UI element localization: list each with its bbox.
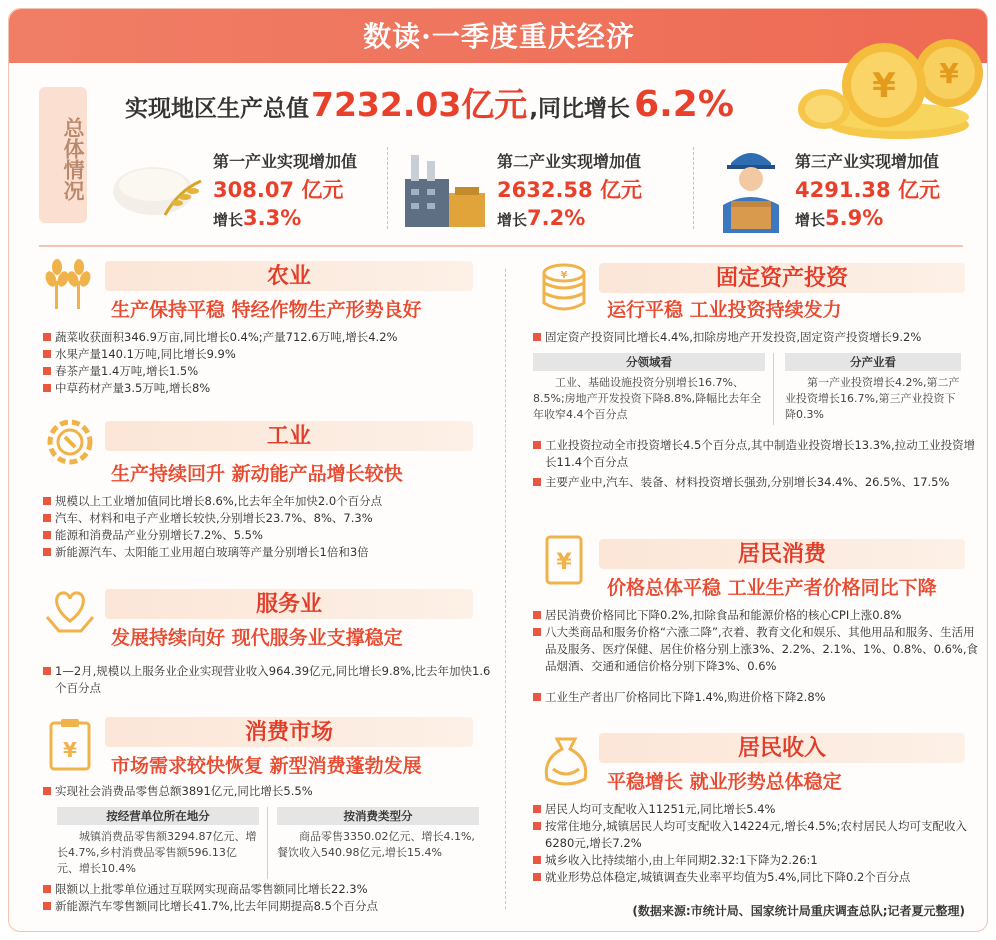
services-title: 服务业 <box>255 591 322 617</box>
agriculture-title: 农业 <box>266 263 311 289</box>
industry-primary-value: 308.07 亿元 <box>213 178 344 202</box>
gdp-headline <box>125 79 734 131</box>
svg-text:¥: ¥ <box>872 66 896 106</box>
industry-secondary-title: 第二产业实现增加值 <box>497 152 642 171</box>
box-text: 第一产业投资增长4.2%,第二产业投资增长16.7%,第三产业投资下降0.3% <box>785 376 960 421</box>
income-title: 居民收入 <box>737 735 826 761</box>
divider <box>773 353 774 425</box>
box-text: 工业、基础设施投资分别增长16.7%、8.5%;房地产开发投资下降8.8%,降幅比去年全年收窄4.4个百分点 <box>533 376 762 421</box>
box-title: 分领域看 <box>533 353 765 371</box>
source-note: (数据来源:市统计局、国家统计局重庆调查总队;记者夏元整理) <box>632 904 965 918</box>
consumer-market-subtitle: 市场需求较快恢复 新型消费蓬勃发展 <box>111 755 422 777</box>
box-title: 分产业看 <box>785 353 961 371</box>
coin-stack-icon <box>535 259 593 317</box>
industry-secondary-grow: 7.2% <box>527 206 586 230</box>
list-item: 城乡收入比持续缩小,由上年同期2.32:1下降为2.26:1 <box>533 852 981 869</box>
list-item: 就业形势总体稳定,城镇调查失业率平均值为5.4%,同比下降0.2个百分点 <box>533 869 981 886</box>
list-item: 1—2月,规模以上服务业企业实现营业收入964.39亿元,同比增长9.8%,比去年加快1.6个百分点 <box>43 663 493 697</box>
list-item: 春茶产量1.4万吨,增长1.5% <box>43 363 497 380</box>
list-item: 限额以上批零单位通过互联网实现商品零售额同比增长22.3% <box>43 881 497 898</box>
overview-divider <box>39 245 963 247</box>
yuan-clipboard-icon <box>41 715 99 773</box>
consumption-title: 居民消费 <box>737 541 826 567</box>
industry-tertiary-grow: 5.9% <box>825 206 884 230</box>
divider <box>387 147 388 229</box>
list-item: 新能源汽车零售额同比增长41.7%,比去年同期提高8.5个百分点 <box>43 898 497 915</box>
consumer-market-title: 消费市场 <box>244 719 333 745</box>
income-header <box>599 733 965 763</box>
flour-bowl-icon <box>105 157 205 227</box>
consumption-header <box>599 539 965 569</box>
infographic-frame <box>8 8 988 932</box>
list-item: 规模以上工业增加值同比增长8.6%,比去年全年加快2.0个百分点 <box>43 493 497 510</box>
svg-text:¥: ¥ <box>63 738 77 762</box>
column-divider <box>505 269 506 909</box>
list-item: 主要产业中,汽车、装备、材料投资增长强劲,分别增长34.4%、26.5%、17.5% <box>533 474 981 491</box>
list-item: 新能源汽车、太阳能工业用超白玻璃等产量分别增长1倍和3倍 <box>43 544 497 561</box>
overview-label: 总体情况 <box>39 87 87 223</box>
industry-primary-grow-label: 增长 <box>213 211 244 229</box>
consumption-subtitle: 价格总体平稳 工业生产者价格同比下降 <box>607 577 937 599</box>
svg-text:¥: ¥ <box>939 57 959 90</box>
list-item: 固定资产投资同比增长4.4%,扣除房地产开发投资,固定资产投资增长9.2% <box>533 329 983 346</box>
box-title: 按经营单位所在地分 <box>57 807 259 825</box>
list-item: 实现社会消费品零售总额3891亿元,同比增长5.5% <box>43 783 497 800</box>
agriculture-subtitle: 生产保持平稳 特经作物生产形势良好 <box>111 299 422 321</box>
investment-subtitle: 运行平稳 工业投资持续发力 <box>607 299 842 321</box>
box-title: 按消费类型分 <box>277 807 479 825</box>
industry-secondary-grow-label: 增长 <box>497 211 528 229</box>
heart-hands-icon <box>41 581 99 639</box>
list-item: 工业生产者出厂价格同比下降1.4%,购进价格下降2.8% <box>533 689 981 706</box>
list-item: 蔬菜收获面积346.9万亩,同比增长0.4%;产量712.6万吨,增长4.2% <box>43 329 497 346</box>
wheat-icon <box>39 253 97 311</box>
gdp-mid: ,同比增长 <box>529 96 631 122</box>
divider <box>267 807 268 879</box>
industry-secondary-value: 2632.58 亿元 <box>497 178 642 202</box>
gear-icon <box>41 413 99 471</box>
industry-subtitle: 生产持续回升 新动能产品增长较快 <box>111 463 403 485</box>
gdp-prefix: 实现地区生产总值 <box>125 96 309 122</box>
services-header <box>105 589 473 619</box>
agriculture-header <box>105 261 473 291</box>
gold-coins-icon <box>779 13 988 143</box>
list-item: 八大类商品和服务价格“六涨二降”,衣着、教育文化和娱乐、其他用品和服务、生活用品及服务、医疗保健、居住价格分别上涨3%、2.2%、2.1%、1%、0.8%、0.6%,食品烟酒、交通和通信价格分别下降3%、0.6% <box>533 624 981 675</box>
svg-text:¥: ¥ <box>560 270 568 281</box>
income-subtitle: 平稳增长 就业形势总体稳定 <box>607 771 842 793</box>
list-item: 汽车、材料和电子产业增长较快,分别增长23.7%、8%、7.3% <box>43 510 497 527</box>
consumer-market-header <box>105 717 473 747</box>
divider <box>693 147 694 229</box>
industry-primary <box>213 149 357 235</box>
gdp-growth: 6.2% <box>634 84 734 125</box>
industry-tertiary-grow-label: 增长 <box>795 211 826 229</box>
industry-secondary <box>497 149 642 235</box>
industry-tertiary-value: 4291.38 亿元 <box>795 178 940 202</box>
services-subtitle: 发展持续向好 现代服务业支撑稳定 <box>111 627 403 649</box>
list-item: 工业投资拉动全市投资增长4.5个百分点,其中制造业投资增长13.3%,拉动工业投资增长11.4个百分点 <box>533 437 981 471</box>
list-item: 能源和消费品产业分别增长7.2%、5.5% <box>43 527 497 544</box>
svg-text:¥: ¥ <box>556 550 572 575</box>
industry-tertiary-title: 第三产业实现增加值 <box>795 152 940 171</box>
industry-header <box>105 421 473 451</box>
list-item: 居民消费价格同比下降0.2%,扣除食品和能源价格的核心CPI上涨0.8% <box>533 607 981 624</box>
box-text: 城镇消费品零售额3294.87亿元、增长4.7%,乡村消费品零售额596.13亿元、增长10.4% <box>57 830 257 875</box>
courier-icon <box>717 143 787 233</box>
investment-title: 固定资产投资 <box>715 265 848 291</box>
investment-header <box>599 263 965 293</box>
list-item: 按常住地分,城镇居民人均可支配收入14224元,增长4.5%;农村居民人均可支配收入6280元,增长7.2% <box>533 818 981 852</box>
box-text: 商品零售3350.02亿元、增长4.1%,餐饮收入540.98亿元,增长15.4% <box>277 830 475 859</box>
money-bag-icon <box>537 731 595 789</box>
industry-title: 工业 <box>266 423 311 449</box>
industry-tertiary <box>795 149 940 235</box>
yuan-receipt-icon <box>535 531 593 589</box>
factory-icon <box>397 149 493 231</box>
list-item: 中草药材产量3.5万吨,增长8% <box>43 380 497 397</box>
gdp-value: 7232.03亿元 <box>311 85 528 124</box>
page-title: 数读·一季度重庆经济 <box>363 20 635 53</box>
industry-primary-title: 第一产业实现增加值 <box>213 152 358 171</box>
list-item: 居民人均可支配收入11251元,同比增长5.4% <box>533 801 981 818</box>
industry-primary-grow: 3.3% <box>243 206 302 230</box>
list-item: 水果产量140.1万吨,同比增长9.9% <box>43 346 497 363</box>
